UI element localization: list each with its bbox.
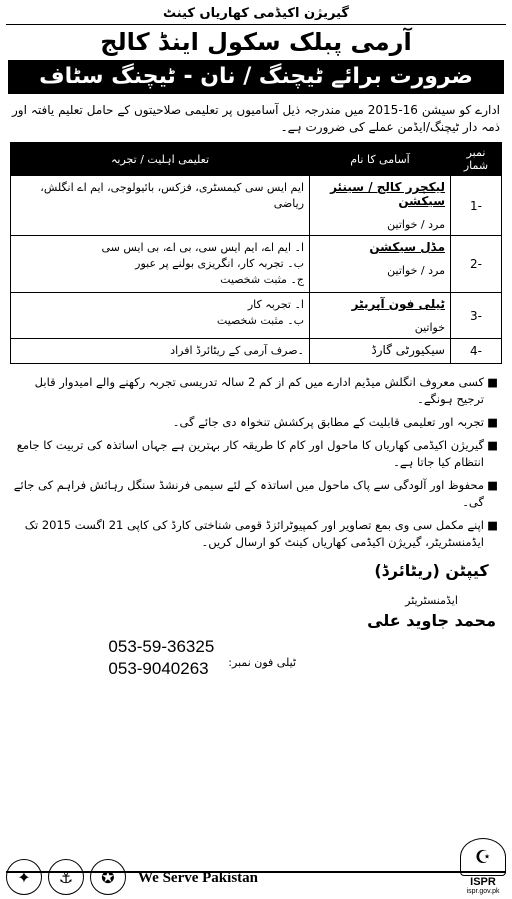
bullet-icon: ■	[487, 478, 498, 492]
serial-number: -1	[451, 176, 502, 236]
college-title: آرمی پبلک سکول اینڈ کالج	[100, 28, 412, 56]
list-item: ■ کسی معروف انگلش میڈیم ادارے میں کم از کم 2 سالہ تدریسی تجربہ رکھنے والے امیدوار قابل ترجیح ہونگے۔	[34, 375, 498, 406]
signatory-name: محمد جاوید علی	[367, 611, 496, 630]
emblem-group	[6, 859, 126, 895]
qualification-cell	[11, 293, 310, 339]
post-title: لیکچرر کالج / سینئر سیکشن	[330, 180, 445, 208]
phone-number: 053-9040263	[108, 659, 209, 678]
list-item: ■ محفوظ اور آلودگی سے پاک ماحول میں اساتذہ کے لئے سیمی فرنشڈ سنگل رہائش فراہم کی جائے گی۔	[13, 478, 498, 509]
serial-number: -3	[451, 293, 502, 339]
post-gender: مرد / خواتین	[387, 218, 445, 231]
qualification-line: ج۔ مثبت شخصیت	[220, 273, 304, 286]
header-qualification: تعلیمی اہلیت / تجربہ	[11, 143, 310, 176]
signatory-role: ایڈمنسٹریٹر	[405, 594, 458, 607]
phone-label: ٹیلی فون نمبر:	[228, 656, 296, 669]
post-cell	[310, 339, 451, 364]
vacancy-banner: ضرورت برائے ٹیچنگ / نان - ٹیچنگ سٹاف	[8, 60, 504, 94]
navy-emblem-icon: ⚓	[48, 859, 84, 895]
qualification-cell	[11, 176, 310, 236]
qualification-line: ب۔ مثبت شخصیت	[216, 314, 304, 327]
bullet-icon: ■	[487, 518, 498, 532]
qualification-line: ا۔ ایم اے، ایم ایس سی، بی اے، بی ایس سی	[101, 241, 304, 254]
footer	[6, 843, 506, 895]
notes-list	[12, 374, 498, 551]
slogan: We Serve Pakistan	[138, 870, 258, 886]
ispr-block	[460, 838, 506, 895]
signature-block	[367, 561, 496, 630]
table-row	[11, 236, 502, 293]
post-gender: مرد / خواتین	[387, 264, 445, 277]
institute-name: گیریژن اکیڈمی کھاریاں کینٹ	[6, 4, 506, 25]
contact-section	[6, 636, 506, 680]
list-item: ■ تجربہ اور تعلیمی قابلیت کے مطابق پرکشش تنخواہ دی جائے گی۔	[172, 415, 498, 429]
table-row	[11, 293, 502, 339]
phone-numbers	[108, 636, 214, 680]
header-post: آسامی کا نام	[310, 143, 451, 176]
serial-number: -2	[451, 236, 502, 293]
post-cell	[310, 176, 451, 236]
signatory-rank: کیپٹن (ریٹائرڈ)	[374, 561, 489, 580]
qualification-line: ا۔ تجربہ کار	[247, 298, 304, 311]
army-emblem-icon: ✦	[6, 859, 42, 895]
post-cell	[310, 293, 451, 339]
post-gender: خواتین	[414, 321, 445, 334]
table-row	[11, 339, 502, 364]
qualification-line: ب۔ تجربہ کار، انگریزی بولنے پر عبور	[135, 257, 304, 270]
qualification-line: ایم ایس سی کیمسٹری، فزکس، بائیولوجی، ایم اے انگلش، ریاضی	[40, 181, 304, 210]
ispr-logo-icon: ☪	[460, 838, 506, 876]
ispr-name: ISPR	[470, 876, 496, 888]
list-item: ■ گیریژن اکیڈمی کھاریاں کا ماحول اور کام کا طریقہ کار بہترین ہے جہاں اساتذہ کی تربیت کا جامع انتظام کیا جاتا ہے۔	[16, 438, 498, 469]
bullet-icon: ■	[487, 375, 498, 389]
ispr-url: ispr.gov.pk	[466, 888, 500, 895]
post-title: سیکیورٹی گارڈ	[371, 343, 445, 357]
phone-number: 053-59-36325	[108, 637, 215, 656]
bullet-icon: ■	[487, 415, 498, 429]
post-cell	[310, 236, 451, 293]
header-serial: نمبر شمار	[451, 143, 502, 176]
vacancy-table	[10, 142, 502, 364]
post-title: ٹیلی فون آپریٹر	[351, 297, 445, 311]
post-title: مڈل سیکشن	[369, 240, 445, 254]
serial-number: -4	[451, 339, 502, 364]
qualification-cell	[11, 236, 310, 293]
list-item: ■ اپنے مکمل سی وی بمع تصاویر اور کمپیوٹرائزڈ قومی شناختی کارڈ کی کاپی 21 اگست 2015 تک ایڈمنسٹریٹر، گیریژن اکیڈمی کھاریاں کینٹ کو ارسال کریں۔	[24, 518, 498, 549]
bullet-icon: ■	[487, 438, 498, 452]
signature-section	[6, 561, 506, 630]
intro-text: ادارے کو سیشن 16-2015 میں مندرجہ ذیل آسامیوں پر تعلیمی صلاحیتوں کے حامل تعلیم یافتہ اور ذمہ دار ٹیچنگ/ایڈمن عملے کی ضرورت ہے۔	[12, 103, 500, 134]
qualification-line: ۔صرف آرمی کے ریٹائرڈ افراد	[170, 344, 304, 357]
table-header-row	[11, 143, 502, 176]
air-force-emblem-icon: ✪	[90, 859, 126, 895]
qualification-cell	[11, 339, 310, 364]
table-row	[11, 176, 502, 236]
